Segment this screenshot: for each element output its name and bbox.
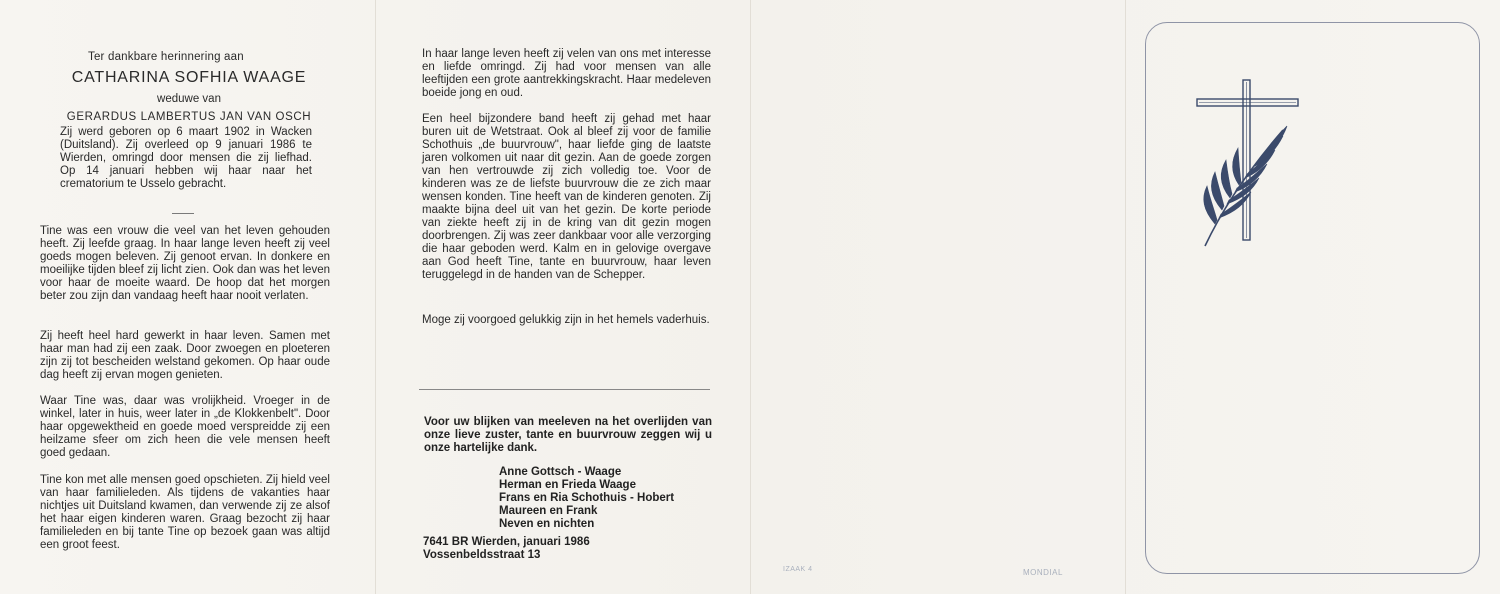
paragraph: Moge zij voorgoed gelukkig zijn in het hemels vaderhuis. <box>422 314 710 326</box>
divider <box>172 213 194 214</box>
signers-list <box>499 466 674 531</box>
address-line: Vossenbeldsstraat 13 <box>423 549 541 561</box>
spouse-name: GERARDUS LAMBERTUS JAN VAN OSCH <box>66 111 312 123</box>
paragraph: Tine kon met alle mensen goed opschieten. Zij hield veel van haar familieleden. Als tijdens de vakanties haar nichtjes uit Duitsland kwamen, dan verwende zij ze alsof het haar eigen kinderen waren. Graag bezocht zij haar familieleden en bij tante Tine op bezoek gaan was altijd een groot feest. <box>40 474 330 551</box>
printer-code: IZAAK 4 <box>783 566 813 573</box>
signer-name: Anne Gottsch - Waage <box>499 466 622 478</box>
paragraph: Zij heeft heel hard gewerkt in haar leven. Samen met haar man had zij een zaak. Door zwoegen en ploeteren zijn zij tot bescheiden welstand gekomen. Op haar oude dag heeft zij ervan mogen genieten. <box>40 330 330 381</box>
biography-text: Zij werd geboren op 6 maart 1902 in Wacken (Duitsland). Zij overleed op 9 januari 1986 te Wierden, omringd door mensen die zij liefhad. Op 14 januari hebben wij haar naar het crematorium te Usselo gebracht. <box>60 126 312 190</box>
intro-line: Ter dankbare herinnering aan <box>88 51 244 63</box>
paragraph: In haar lange leven heeft zij velen van ons met interesse en liefde omringd. Zij had voor mensen van alle leeftijden een grote aantrekkingskracht. Haar medeleven boeide jong en oud. <box>422 48 711 99</box>
intro-block <box>60 50 318 124</box>
paragraph: Tine was een vrouw die veel van het leven gehouden heeft. Zij leefde graag. In haar lange leven heeft zij veel goeds mogen beleven. Zij genoot ervan. In donkere en moeilijke tijden bleef zij licht zien. Ook dan was het leven voor haar de moeite waard. De hoop dat het morgen beter zou zijn dan vandaag heeft haar nooit verlaten. <box>40 225 330 302</box>
cross-with-palm-icon <box>1195 78 1301 250</box>
signer-name: Maureen en Frank <box>499 505 598 517</box>
signer-name: Frans en Ria Schothuis - Hobert <box>499 492 675 504</box>
thank-you-text: Voor uw blijken van meeleven na het overlijden van onze lieve zuster, tante en buurvrouw zeggen wij u onze hartelijke dank. <box>424 416 712 454</box>
address-block <box>423 536 590 562</box>
signer-name: Neven en nichten <box>499 518 595 530</box>
cover-panel <box>1125 0 1500 594</box>
deceased-name: CATHARINA SOFHIA WAAGE <box>71 69 307 86</box>
paper-brand: MONDIAL <box>1023 568 1063 577</box>
paragraph: Waar Tine was, daar was vrolijkheid. Vroeger in de winkel, later in huis, weer later in „de Klokkenbelt". Door haar opgewektheid en goede moed verspreidde zij een heilzame sfeer om zich heen die vele mensen heeft goed gedaan. <box>40 395 330 459</box>
blank-panel <box>750 0 1125 594</box>
paragraph: Een heel bijzondere band heeft zij gehad met haar buren uit de Wetstraat. Ook al bleef zij voor de familie Schothuis „de buurvrouw", haar liefde ging de laatste jaren volkomen uit naar dit gezin. Aan de goede zorgen van hen vertrouwde zij zich volledig toe. Voor de kinderen was ze de liefste buurvrouw die ze zich maar wensen konden. Tine heeft van de kinderen genoten. Zij maakte bijna deel uit van het gezin. De korte periode van ziekte heeft zij in de kring van dit gezin mogen doorbrengen. Zij was zeer dankbaar voor alle verzorging die haar geboden werd. Kalm en in gelovige overgave aan God heeft Tine, tante en buurvrouw, haar leven teruggelegd in de handen van de Schepper. <box>422 113 711 281</box>
address-line: 7641 BR Wierden, januari 1986 <box>423 536 590 548</box>
divider-line <box>419 389 710 390</box>
left-panel <box>0 0 375 594</box>
widow-of-label: weduwe van <box>157 93 221 105</box>
middle-panel <box>375 0 750 594</box>
signer-name: Herman en Frieda Waage <box>499 479 636 491</box>
